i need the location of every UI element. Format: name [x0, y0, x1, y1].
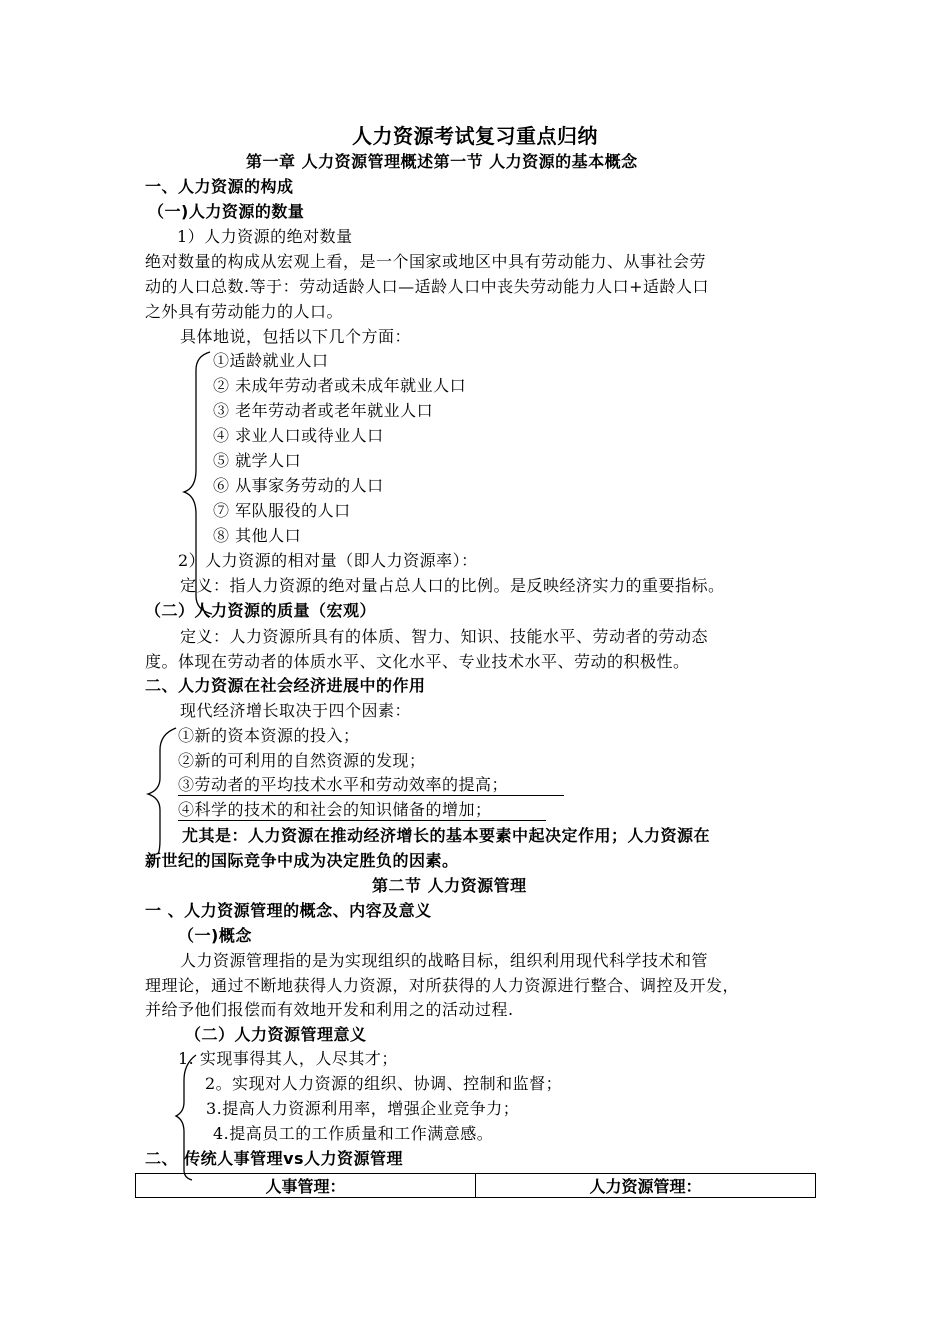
paragraph-heading: 2）人力资源的相对量（即人力资源率）：: [178, 551, 478, 570]
brace-significance: [176, 1055, 196, 1180]
list-item: ⑤ 就学人口: [213, 451, 302, 470]
definition-line: 定义：人力资源所具有的体质、智力、知识、技能水平、劳动者的劳动态: [180, 627, 709, 646]
subsection-heading: （二）人力资源管理意义: [185, 1025, 367, 1044]
paragraph-line: 动的人口总数.等于：劳动适龄人口—适龄人口中丧失劳动能力人口+适龄人口: [145, 277, 709, 296]
list-item: ①适龄就业人口: [213, 351, 329, 370]
table-header-cell: 人力资源管理：: [476, 1174, 816, 1198]
definition-line: 度。体现在劳动者的体质水平、文化水平、专业技术水平、劳动的积极性。: [145, 652, 690, 671]
list-item: ⑧ 其他人口: [213, 526, 302, 545]
definition-line: 定义：指人力资源的绝对量占总人口的比例。是反映经济实力的重要指标。: [180, 576, 725, 595]
section-heading: 一、人力资源的构成: [145, 177, 294, 196]
paragraph-line: 绝对数量的构成从宏观上看，是一个国家或地区中具有劳动能力、从事社会劳: [145, 252, 707, 271]
list-intro: 具体地说，包括以下几个方面：: [180, 327, 412, 346]
subsection-heading: （二）人力资源的质量（宏观）: [145, 601, 377, 620]
brace-population: [184, 352, 212, 614]
chapter-heading: 第一章 人力资源管理概述第一节 人力资源的基本概念: [246, 152, 638, 171]
paragraph-line: 之外具有劳动能力的人口。: [145, 302, 344, 321]
section-title: 第二节 人力资源管理: [372, 876, 527, 895]
list-item: 3.提高人力资源利用率，增强企业竞争力；: [206, 1099, 520, 1118]
list-item: ③劳动者的平均技术水平和劳动效率的提高；: [178, 775, 564, 796]
paragraph-line: 并给予他们报偿而有效地开发和利用之的活动过程.: [145, 1000, 514, 1019]
emphasis-line: 新世纪的国际竞争中成为决定胜负的因素。: [145, 851, 459, 870]
paragraph-line: 人力资源管理指的是为实现组织的战略目标，组织利用现代科学技术和管: [180, 951, 709, 970]
list-item: ①新的资本资源的投入；: [178, 726, 360, 745]
list-item: ④科学的技术的和社会的知识储备的增加；: [178, 800, 546, 821]
paragraph-heading: 1）人力资源的绝对数量: [177, 227, 353, 246]
subsection-heading: （一)人力资源的数量: [148, 202, 305, 221]
list-item: 1. 实现事得其人，人尽其才；: [178, 1049, 398, 1068]
list-item: 2。实现对人力资源的组织、协调、控制和监督；: [205, 1074, 563, 1093]
list-intro: 现代经济增长取决于四个因素：: [180, 701, 412, 720]
list-item: 4.提高员工的工作质量和工作满意感。: [213, 1124, 494, 1143]
section-heading: 二、 传统人事管理vs人力资源管理: [145, 1149, 404, 1168]
paragraph-line: 理理论，通过不断地获得人力资源，对所获得的人力资源进行整合、调控及开发，: [145, 976, 740, 995]
list-item: ②新的可利用的自然资源的发现；: [178, 751, 426, 770]
list-item: ③ 老年劳动者或老年就业人口: [213, 401, 434, 420]
document-title: 人力资源考试复习重点归纳: [352, 124, 598, 148]
subsection-heading: （一)概念: [178, 926, 252, 945]
list-item: ② 未成年劳动者或未成年就业人口: [213, 376, 467, 395]
list-item: ⑥ 从事家务劳动的人口: [213, 476, 384, 495]
list-item: ④ 求业人口或待业人口: [213, 426, 384, 445]
table-header-cell: 人事管理：: [136, 1174, 476, 1198]
list-item: ⑦ 军队服役的人口: [213, 501, 351, 520]
emphasis-line: 尤其是：人力资源在推动经济增长的基本要素中起决定作用；人力资源在: [182, 826, 711, 845]
section-heading: 二、人力资源在社会经济进展中的作用: [145, 676, 426, 695]
brace-growth: [148, 728, 176, 854]
section-heading: 一 、人力资源管理的概念、内容及意义: [145, 901, 432, 920]
